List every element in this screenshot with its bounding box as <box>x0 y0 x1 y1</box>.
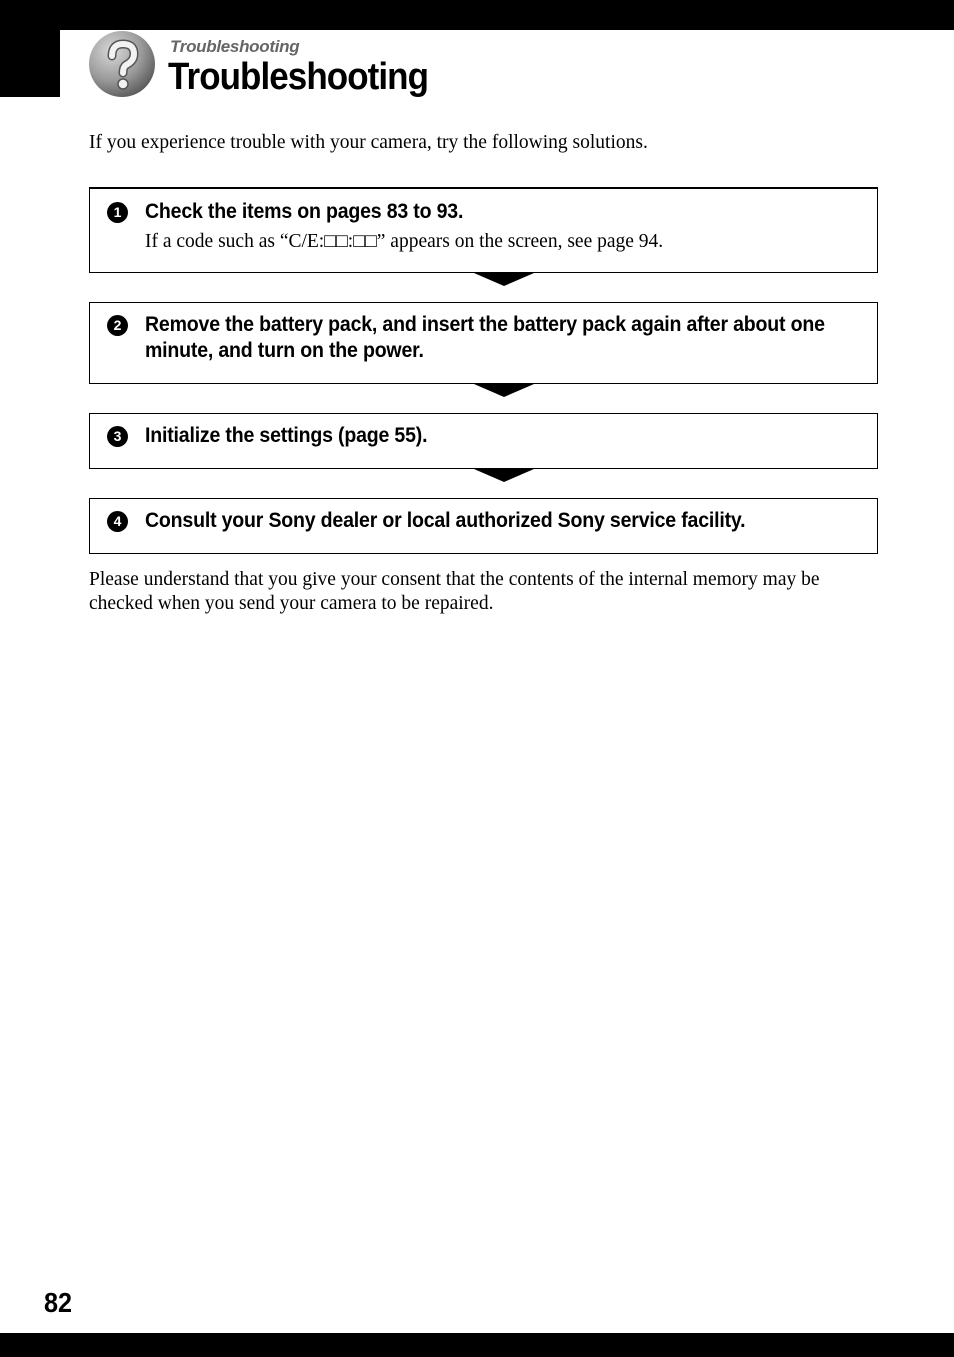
intro-text: If you experience trouble with your camera, try the following solutions. <box>89 132 648 153</box>
step-1-note: If a code such as “C/E:□□:□□” appears on the screen, see page 94. <box>145 231 664 252</box>
consent-text: Please understand that you give your consent that the contents of the internal memory may be checked when you send your camera to be repaired. <box>89 569 820 614</box>
side-tab-block <box>0 30 60 97</box>
top-bar <box>0 0 954 30</box>
step-2-box <box>89 302 878 384</box>
step-2-number: 2 <box>107 315 128 336</box>
bottom-bar <box>0 1333 954 1357</box>
step-4-number: 4 <box>107 511 128 532</box>
flow-arrow-1 <box>474 273 534 286</box>
step-1-number: 1 <box>107 202 128 223</box>
step-4-box <box>89 498 878 554</box>
flow-arrow-3 <box>474 469 534 482</box>
step-3-box <box>89 413 878 469</box>
flow-arrow-2 <box>474 384 534 397</box>
page-title: Troubleshooting <box>168 56 429 98</box>
step-1-title: Check the items on pages 83 to 93. <box>145 200 464 223</box>
step-3-title: Initialize the settings (page 55). <box>145 424 428 447</box>
step-3-number: 3 <box>107 426 128 447</box>
step-2-title: Remove the battery pack, and insert the battery pack again after about one minute, and turn on the power. <box>145 313 825 362</box>
question-mark-icon <box>88 30 156 98</box>
step-4-title: Consult your Sony dealer or local authorized Sony service facility. <box>145 509 746 532</box>
section-label: Troubleshooting <box>170 37 300 56</box>
page-number: 82 <box>44 1287 73 1318</box>
step-1-box <box>89 187 878 273</box>
